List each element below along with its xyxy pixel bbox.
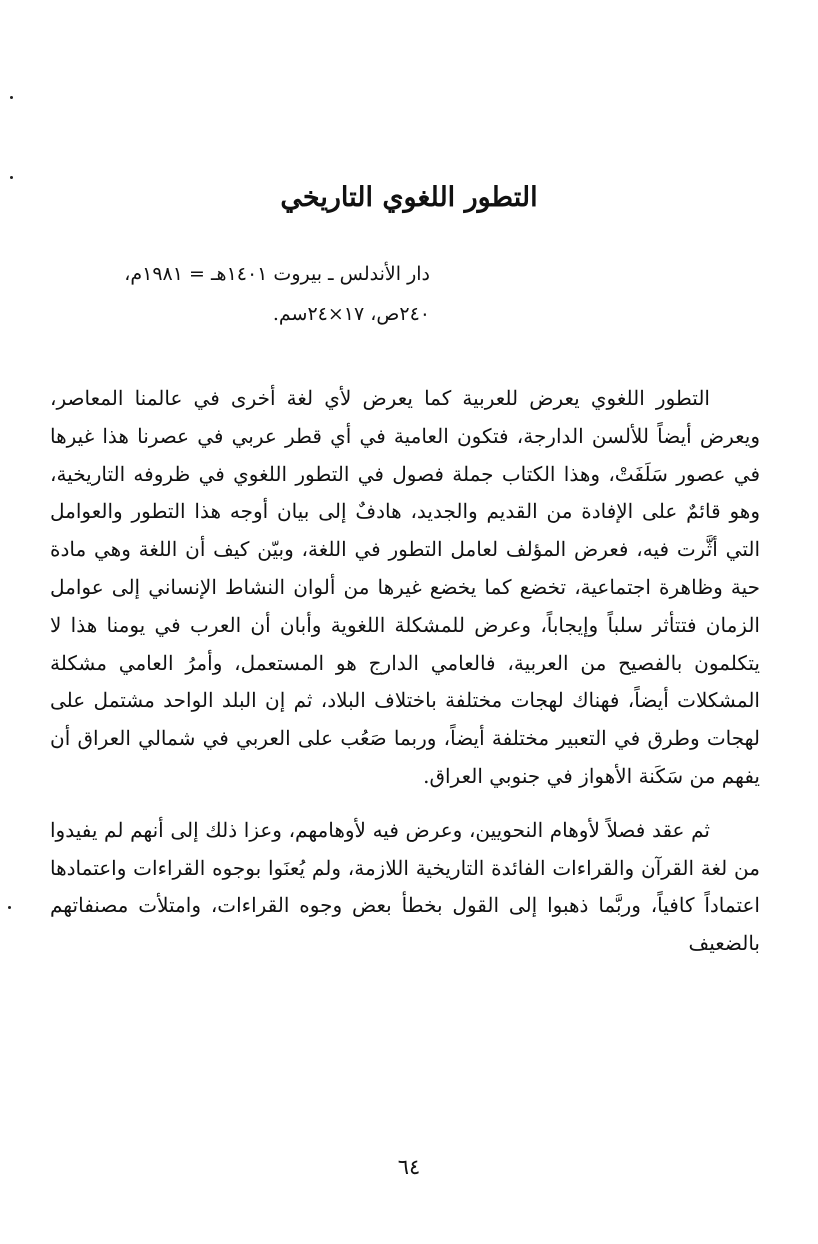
paragraph-1: التطور اللغوي يعرض للعربية كما يعرض لأي لغة أخرى في عالمنا المعاصر، ويعرض أيضاً للألسن الدارجة، فتكون العامية في أي قطر عربي في عصرنا هذا غيرها في عصور سَلَفَتْ، وهذا الكتاب جملة فصول في التطور اللغوي في ظروفه التاريخية، وهو قائمٌ على الإفادة من القديم والجديد، هادفٌ إلى بيان أوجه هذا التطور والعوامل التي أثَّرت فيه، فعرض المؤلف لعامل التطور في اللغة، وبيّن كيف أن اللغة وهي مادة حية وظاهرة اجتماعية، تخضع كما يخضع غيرها من ألوان النشاط الإنساني إلى عوامل الزمان فتتأثر سلباً وإيجاباً، وعرض للمشكلة اللغوية وأبان أن العرب في يومنا هذا لا يتكلمون بالفصيح من العربية، فالعامي الدارج هو المستعمل، وأمرُ العامي مشكلة المشكلات أيضاً، فهناك لهجات مختلفة باختلاف البلاد، ثم إن البلد الواحد مشتمل على لهجات وطرق في التعبير مختلفة أيضاً، وربما صَعُب على العربي في شمالي العراق أن يفهم من سَكَنة الأهواز في جنوبي العراق. — [50, 386, 760, 788]
body-text — [50, 380, 760, 963]
paragraph-2: ثم عقد فصلاً لأوهام النحويين، وعرض فيه لأوهامهم، وعزا ذلك إلى أنهم لم يفيدوا من لغة القرآن والقراءات الفائدة التاريخية اللازمة، ولم يُعنَوا بوجوه القراءات واعتمادها اعتماداً كافياً، وربَّما ذهبوا إلى القول بخطأ بعض وجوه القراءات، وامتلأت مصنفاتهم بالضعيف — [50, 817, 760, 956]
pages-size-line: ٢٤٠ص، ١٧×٢٤سم. — [272, 303, 430, 325]
article-title: التطور اللغوي التاريخي — [280, 182, 538, 213]
bibliographic-info — [90, 254, 430, 334]
page-number: ٦٤ — [397, 1155, 421, 1179]
scan-speck — [8, 906, 11, 909]
scan-speck — [10, 96, 13, 99]
publisher-line: دار الأندلس ـ بيروت ١٤٠١هـ = ١٩٨١م، — [124, 263, 430, 285]
